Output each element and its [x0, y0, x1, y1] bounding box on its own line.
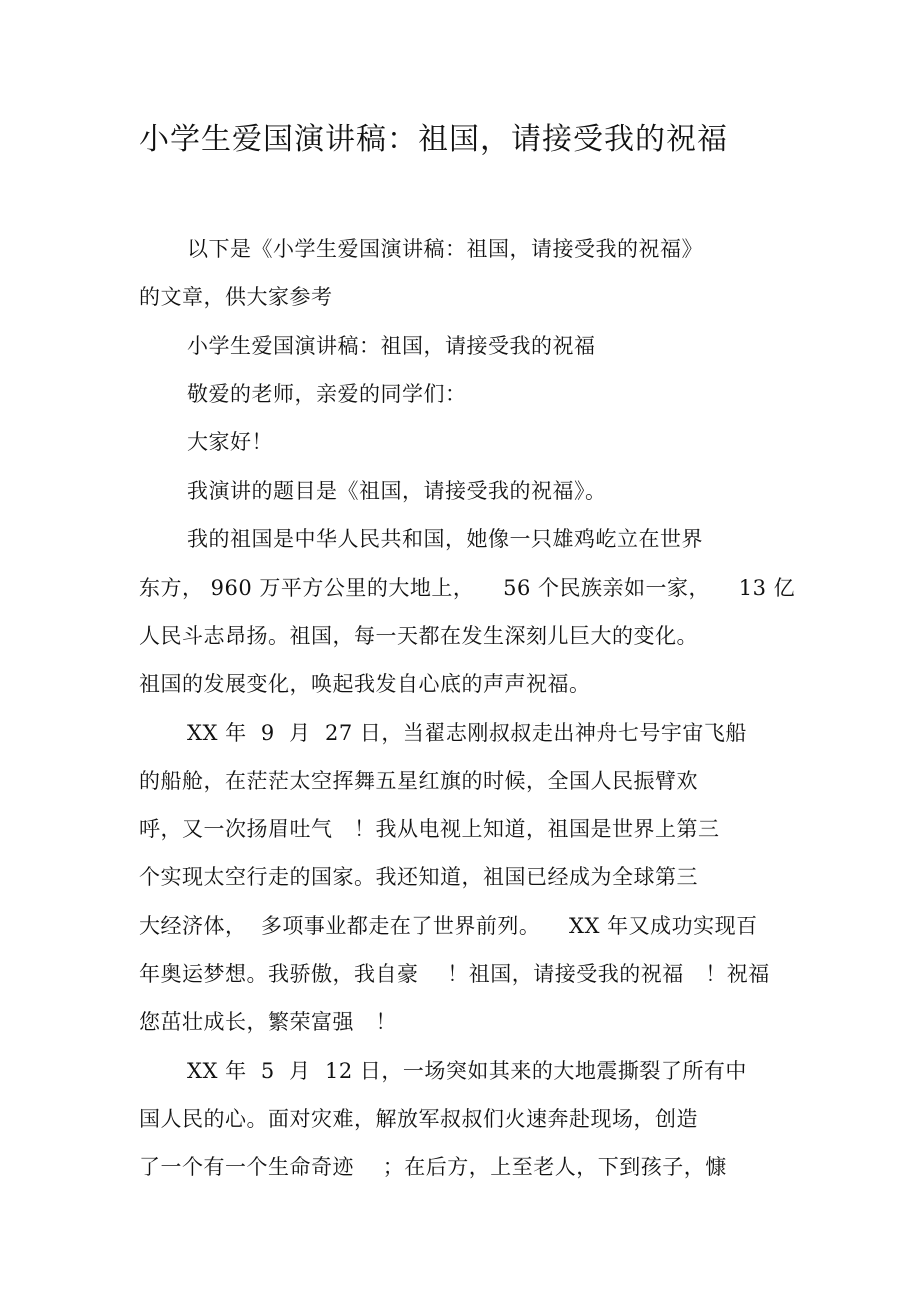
paragraph-line: 个实现太空行走的国家。我还知道，祖国已经成为全球第三	[139, 865, 698, 889]
paragraph-line: 小学生爱国演讲稿：祖国，请接受我的祝福	[187, 334, 596, 358]
paragraph-line: 我的祖国是中华人民共和国，她像一只雄鸡屹立在世界	[187, 527, 703, 551]
paragraph-line: 的船舱，在茫茫太空挥舞五星红旗的时候，全国人民振臂欢	[139, 769, 698, 793]
paragraph-line: 我演讲的题目是《祖国，请接受我的祝福》。	[187, 479, 607, 503]
document-title: 小学生爱国演讲稿：祖国，请接受我的祝福	[139, 122, 728, 157]
paragraph-line: 年奥运梦想。我骄傲，我自豪 ！祖国，请接受我的祝福 ！祝福	[139, 962, 770, 986]
paragraph-line: 呼，又一次扬眉吐气 ！我从电视上知道，祖国是世界上第三	[139, 817, 720, 841]
paragraph-line: 的文章，供大家参考	[139, 285, 333, 309]
paragraph-line: 东方， 960 万平方公里的大地上， 56 个民族亲如一家， 13 亿	[139, 576, 796, 600]
paragraph-line: XX 年 9 月 27 日，当翟志刚叔叔走出神舟七号宇宙飞船	[187, 721, 747, 745]
paragraph-line: 大经济体， 多项事业都走在了世界前列。 XX 年又成功实现百	[139, 914, 758, 938]
paragraph-line: XX 年 5 月 12 日，一场突如其来的大地震撕裂了所有中	[187, 1059, 747, 1083]
paragraph-line: 人民斗志昂扬。祖国，每一天都在发生深刻儿巨大的变化。	[139, 624, 698, 648]
paragraph-line: 以下是《小学生爱国演讲稿：祖国，请接受我的祝福》	[187, 237, 703, 261]
paragraph-line: 了一个有一个生命奇迹 ；在后方，上至老人，下到孩子，慷	[139, 1155, 727, 1179]
paragraph-line: 祖国的发展变化，唤起我发自心底的声声祝福。	[139, 672, 591, 696]
paragraph-line: 大家好！	[187, 430, 273, 454]
paragraph-line: 您茁壮成长，繁荣富强 ！	[139, 1010, 398, 1034]
paragraph-line: 敬爱的老师，亲爱的同学们：	[187, 382, 467, 406]
paragraph-line: 国人民的心。面对灾难，解放军叔叔们火速奔赴现场，创造	[139, 1107, 698, 1131]
